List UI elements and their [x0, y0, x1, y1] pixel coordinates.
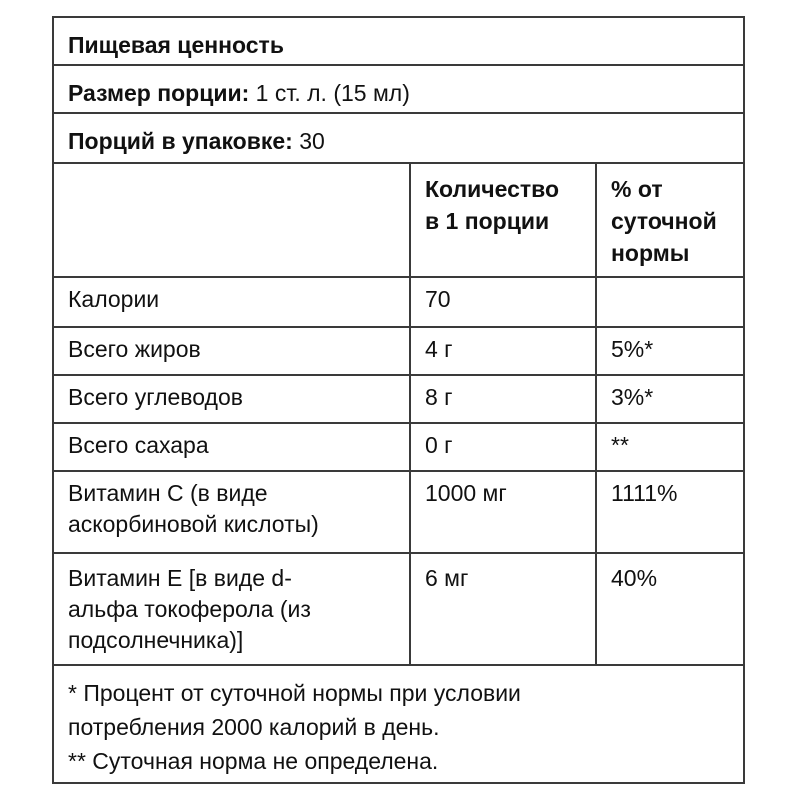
- daily-value: 40%: [611, 565, 658, 591]
- table-row: [54, 554, 743, 666]
- header-nutrient-cell: [54, 164, 409, 276]
- nutrient-name-line: Всего углеводов: [68, 384, 243, 410]
- amount-value: 6 мг: [425, 565, 469, 591]
- table-row: [54, 278, 743, 328]
- footnotes: [54, 666, 743, 782]
- nutrient-name-cell: [54, 376, 409, 422]
- amount-value: 70: [425, 286, 451, 312]
- header-dv-line: суточной: [611, 208, 717, 234]
- amount-cell: [409, 328, 595, 374]
- footnote-line: ** Суточная норма не определена.: [68, 748, 439, 774]
- nutrient-name-cell: [54, 328, 409, 374]
- daily-value: **: [611, 432, 629, 458]
- nutrient-name-cell: [54, 424, 409, 470]
- nutrient-name-line: Всего сахара: [68, 432, 209, 458]
- table-row: [54, 472, 743, 554]
- header-amount-cell: [409, 164, 595, 276]
- amount-value: 0 г: [425, 432, 453, 458]
- header-amount-line: в 1 порции: [425, 208, 550, 234]
- servings-per-container-label: Порций в упаковке:: [68, 128, 293, 154]
- amount-cell: [409, 376, 595, 422]
- amount-cell: [409, 554, 595, 664]
- table-row: [54, 328, 743, 376]
- table-header-row: [54, 164, 743, 278]
- table-row: [54, 376, 743, 424]
- serving-size-row: [54, 66, 743, 114]
- amount-value: 8 г: [425, 384, 453, 410]
- nutrition-facts-panel: [52, 16, 745, 784]
- servings-per-container-value: 30: [292, 128, 325, 154]
- amount-value: 4 г: [425, 336, 453, 362]
- nutrient-name-line: альфа токоферола (из: [68, 596, 311, 622]
- daily-value-cell: [595, 376, 745, 422]
- serving-size-label: Размер порции:: [68, 80, 250, 106]
- daily-value-cell: [595, 328, 745, 374]
- daily-value-cell: [595, 472, 745, 552]
- daily-value-cell: [595, 424, 745, 470]
- amount-value: 1000 мг: [425, 480, 507, 506]
- nutrient-name-line: подсолнечника)]: [68, 627, 244, 653]
- footnote-line: потребления 2000 калорий в день.: [68, 714, 440, 740]
- nutrient-name-cell: [54, 554, 409, 664]
- nutrition-title: [54, 18, 743, 66]
- header-dv-line: нормы: [611, 240, 690, 266]
- nutrient-name-line: Витамин C (в виде: [68, 480, 268, 506]
- servings-per-container-row: [54, 114, 743, 164]
- daily-value: 3%*: [611, 384, 654, 410]
- daily-value-cell: [595, 554, 745, 664]
- daily-value: 1111%: [611, 480, 678, 506]
- serving-size-value: 1 ст. л. (15 мл): [249, 80, 410, 106]
- table-row: [54, 424, 743, 472]
- header-dv-line: % от: [611, 176, 663, 202]
- nutrient-name-cell: [54, 278, 409, 326]
- header-amount-line: Количество: [425, 176, 560, 202]
- daily-value-cell: [595, 278, 745, 326]
- nutrition-title-text: Пищевая ценность: [68, 32, 284, 58]
- footnote-line: * Процент от суточной нормы при условии: [68, 680, 521, 706]
- nutrient-name-cell: [54, 472, 409, 552]
- daily-value: 5%*: [611, 336, 654, 362]
- amount-cell: [409, 278, 595, 326]
- amount-cell: [409, 472, 595, 552]
- header-dv-cell: [595, 164, 745, 276]
- nutrient-name-line: аскорбиновой кислоты): [68, 511, 319, 537]
- nutrient-name-line: Калории: [68, 286, 160, 312]
- nutrient-name-line: Всего жиров: [68, 336, 201, 362]
- nutrient-name-line: Витамин E [в виде d-: [68, 565, 292, 591]
- amount-cell: [409, 424, 595, 470]
